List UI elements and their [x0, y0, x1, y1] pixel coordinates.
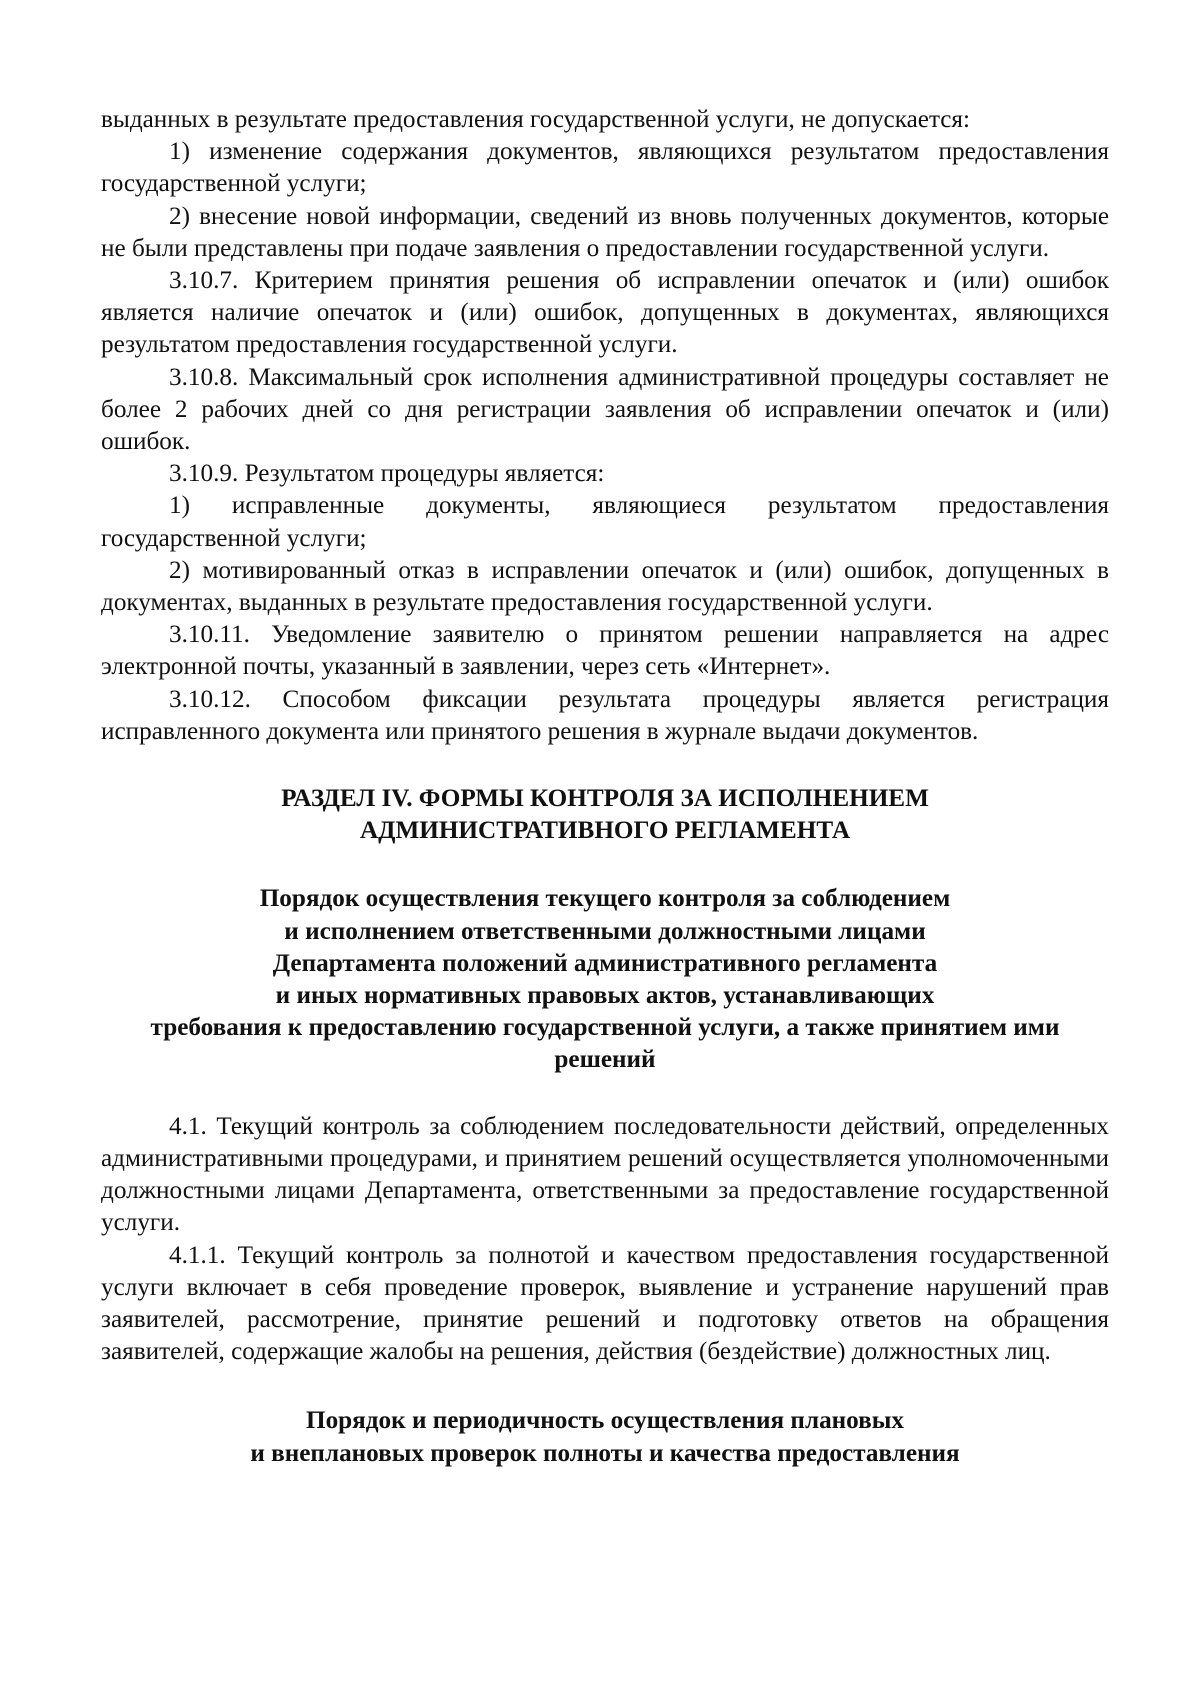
paragraph-3-10-8: 3.10.8. Максимальный срок исполнения административной процедуры составляет не более 2 рабочих дней со дня регистрации заявления об исправлении опечаток и (или) ошибок.: [101, 363, 1109, 456]
subheading-1-line-1: Порядок осуществления текущего контроля за соблюдением: [259, 885, 951, 913]
paragraph-3-10-12: 3.10.12. Способом фиксации результата процедуры является регистрация исправленного документа или принятого решения в журнале выдачи документов.: [101, 685, 1109, 745]
paragraph-result-item-1: 1) исправленные документы, являющиеся результатом предоставления государственной услуги;: [101, 492, 1109, 552]
section-title-line-1: РАЗДЕЛ IV. ФОРМЫ КОНТРОЛЯ ЗА ИСПОЛНЕНИЕМ: [281, 785, 929, 813]
paragraph-3-10-11: 3.10.11. Уведомление заявителю о принятом решении направляется на адрес электронной почты, указанный в заявлении, через сеть «Интернет».: [101, 621, 1109, 681]
subheading-2-line-2: и внеплановых проверок полноты и качества предоставления: [250, 1439, 960, 1467]
section-title-line-2: АДМИНИСТРАТИВНОГО РЕГЛАМЕНТА: [359, 817, 851, 845]
document-page: [101, 104, 1109, 1470]
subheading-1-line-2: и исполнением ответственными должностными лицами: [284, 917, 926, 945]
subheading-1-line-6: решений: [554, 1046, 656, 1074]
paragraph-3-10-9: 3.10.9. Результатом процедуры является:: [169, 460, 605, 488]
paragraph-item-1: 1) изменение содержания документов, являющихся результатом предоставления государственной услуги;: [101, 138, 1109, 198]
subheading-1-line-3: Департамента положений административного регламента: [272, 949, 938, 977]
paragraph-4-1: 4.1. Текущий контроль за соблюдением последовательности действий, определенных административными процедурами, и принятием решений осуществляется уполномоченными должностными лицами Департамента, ответственными за предоставление государственной услуги.: [101, 1112, 1109, 1237]
paragraph-4-1-1: 4.1.1. Текущий контроль за полнотой и качеством предоставления государственной услуги включает в себя проведение проверок, выявление и устранение нарушений прав заявителей, рассмотрение, принятие решений и подготовку ответов на обращения заявителей, содержащие жалобы на решения, действия (бездействие) должностных лиц.: [101, 1241, 1109, 1366]
subheading-current-control: [101, 883, 1109, 1076]
subheading-inspections: [101, 1405, 1109, 1469]
subheading-1-line-5: требования к предоставлению государственной услуги, а также принятием ими: [150, 1014, 1060, 1042]
paragraph-continuation: выданных в результате предоставления государственной услуги, не допускается:: [101, 106, 971, 133]
subheading-2-line-1: Порядок и периодичность осуществления плановых: [305, 1407, 905, 1435]
subheading-1-line-4: и иных нормативных правовых актов, устанавливающих: [275, 982, 935, 1010]
section-title: [101, 783, 1109, 847]
paragraph-item-2: 2) внесение новой информации, сведений из вновь полученных документов, которые не были представлены при подаче заявления о предоставлении государственной услуги.: [101, 202, 1109, 262]
paragraph-result-item-2: 2) мотивированный отказ в исправлении опечаток и (или) ошибок, допущенных в документах, выданных в результате предоставления государственной услуги.: [101, 556, 1109, 617]
paragraph-3-10-7: 3.10.7. Критерием принятия решения об исправлении опечаток и (или) ошибок является наличие опечаток и (или) ошибок, допущенных в документах, являющихся результатом предоставления государственной услуги.: [101, 267, 1109, 359]
